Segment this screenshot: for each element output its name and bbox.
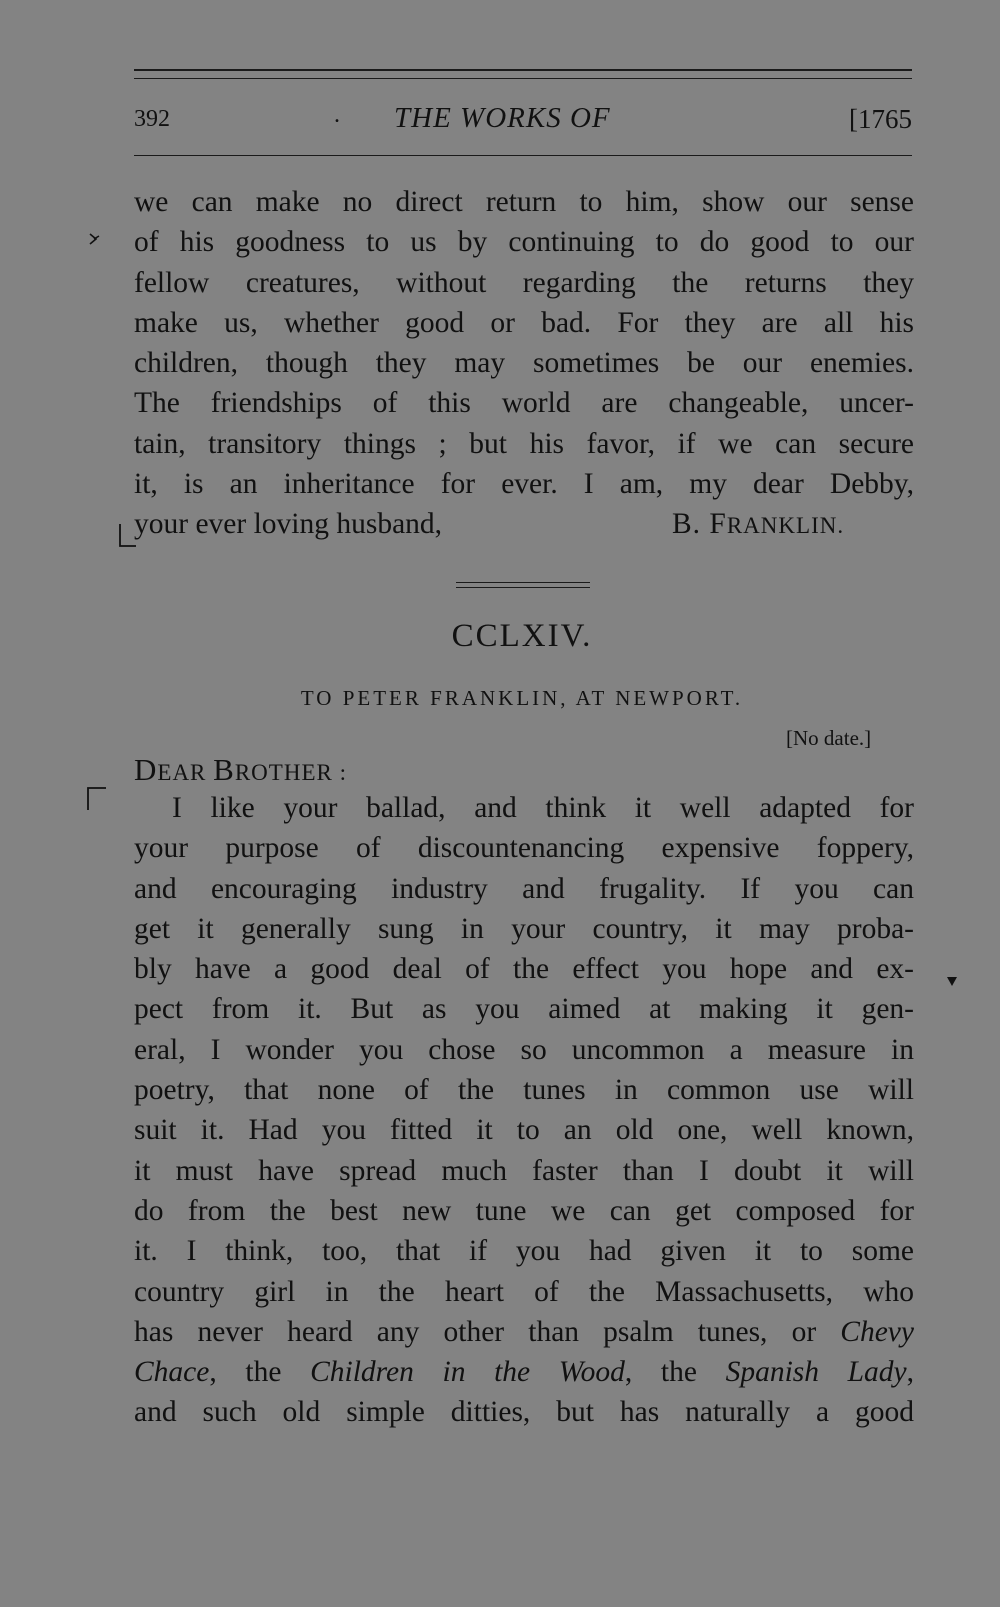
section-separator-top bbox=[456, 582, 590, 583]
text-line-with-titles bbox=[134, 1352, 914, 1392]
running-header bbox=[134, 100, 912, 144]
text-line: children, though they may sometimes be our enemies. bbox=[134, 347, 914, 380]
text-line: pect from it. But as you aimed at making it gen- bbox=[134, 993, 914, 1026]
text-line: tain, transitory things ; but his favor, if we can secure bbox=[134, 427, 914, 460]
text-line: eral, I wonder you chose so uncommon a measure in bbox=[134, 1033, 914, 1066]
page-number: 392 bbox=[134, 106, 170, 132]
header-top-rule-thick bbox=[134, 69, 912, 71]
header-top-rule-thin bbox=[134, 78, 912, 79]
text-line: The friendships of this world are changeable, uncer- bbox=[134, 387, 914, 420]
salutation-d-rest: EAR bbox=[157, 760, 214, 785]
text-line: make us, whether good or bad. For they are all his bbox=[134, 306, 914, 339]
text-line: it, is an inheritance for ever. I am, my dear Debby, bbox=[134, 468, 914, 501]
text-line: and such old simple ditties, but has naturally a good bbox=[134, 1396, 914, 1429]
text-line: fellow creatures, without regarding the returns they bbox=[134, 266, 914, 299]
header-dot: . bbox=[334, 102, 340, 128]
text-line: poetry, that none of the tunes in common use will bbox=[134, 1074, 914, 1107]
text-line: country girl in the heart of the Massachusetts, who bbox=[134, 1275, 914, 1308]
text-line: of his goodness to us by continuing to do good to our bbox=[134, 226, 914, 259]
song-title-children-in-the-wood: Children in the Wood bbox=[310, 1356, 625, 1389]
margin-bracket-open bbox=[84, 784, 110, 812]
letter-number: CCLXIV. bbox=[451, 618, 593, 654]
continuation-paragraph bbox=[134, 182, 914, 545]
line-text: , the bbox=[209, 1356, 282, 1389]
line-text: , bbox=[906, 1356, 915, 1389]
salutation-d: D bbox=[134, 752, 158, 787]
text-line: and encouraging industry and frugality. If you can bbox=[134, 872, 914, 905]
song-title-spanish-lady: Spanish Lady bbox=[725, 1356, 907, 1389]
closing-line bbox=[134, 504, 914, 544]
date-note: [No date.] bbox=[786, 726, 872, 750]
letter-recipient: TO PETER FRANKLIN, AT NEWPORT. bbox=[300, 686, 744, 710]
text-line: do from the best new tune we can get composed for bbox=[134, 1194, 914, 1227]
text-line: it must have spread much faster than I doubt it will bbox=[134, 1154, 914, 1187]
text-line: it. I think, too, that if you had given it to some bbox=[134, 1235, 914, 1268]
salutation bbox=[134, 752, 347, 788]
salutation-b-rest: ROTHER : bbox=[234, 760, 347, 785]
text-line: bly have a good deal of the effect you hope and ex- bbox=[134, 953, 914, 986]
text-line: your purpose of discountenancing expensive foppery, bbox=[134, 832, 914, 865]
margin-tick-mark bbox=[88, 232, 102, 246]
running-title: THE WORKS OF bbox=[394, 102, 611, 134]
line-text: , the bbox=[624, 1356, 697, 1389]
margin-bracket-close bbox=[114, 522, 138, 550]
header-bottom-rule bbox=[134, 155, 912, 156]
signature-initial: B. F bbox=[672, 508, 727, 541]
text-line: suit it. Had you fitted it to an old one, well known, bbox=[134, 1114, 914, 1147]
text-line: we can make no direct return to him, show our sense bbox=[134, 186, 914, 218]
text-line: get it generally sung in your country, it may proba- bbox=[134, 912, 914, 945]
signature bbox=[672, 504, 844, 546]
signature-rest: RANKLIN. bbox=[726, 513, 845, 539]
text-line-with-title bbox=[134, 1312, 914, 1352]
closing-text: your ever loving husband, bbox=[134, 508, 443, 541]
song-title-chevy: Chevy bbox=[840, 1315, 914, 1348]
margin-arrow-mark bbox=[945, 974, 959, 988]
song-title-chace: Chace bbox=[134, 1356, 210, 1389]
letter-body bbox=[134, 788, 914, 1433]
section-separator-bottom bbox=[456, 587, 590, 588]
text-line: I like your ballad, and think it well adapted for bbox=[172, 792, 914, 824]
header-year: [1765 bbox=[849, 104, 912, 134]
line-text: has never heard any other than psalm tunes, or bbox=[134, 1315, 817, 1348]
salutation-b: B bbox=[213, 752, 235, 787]
